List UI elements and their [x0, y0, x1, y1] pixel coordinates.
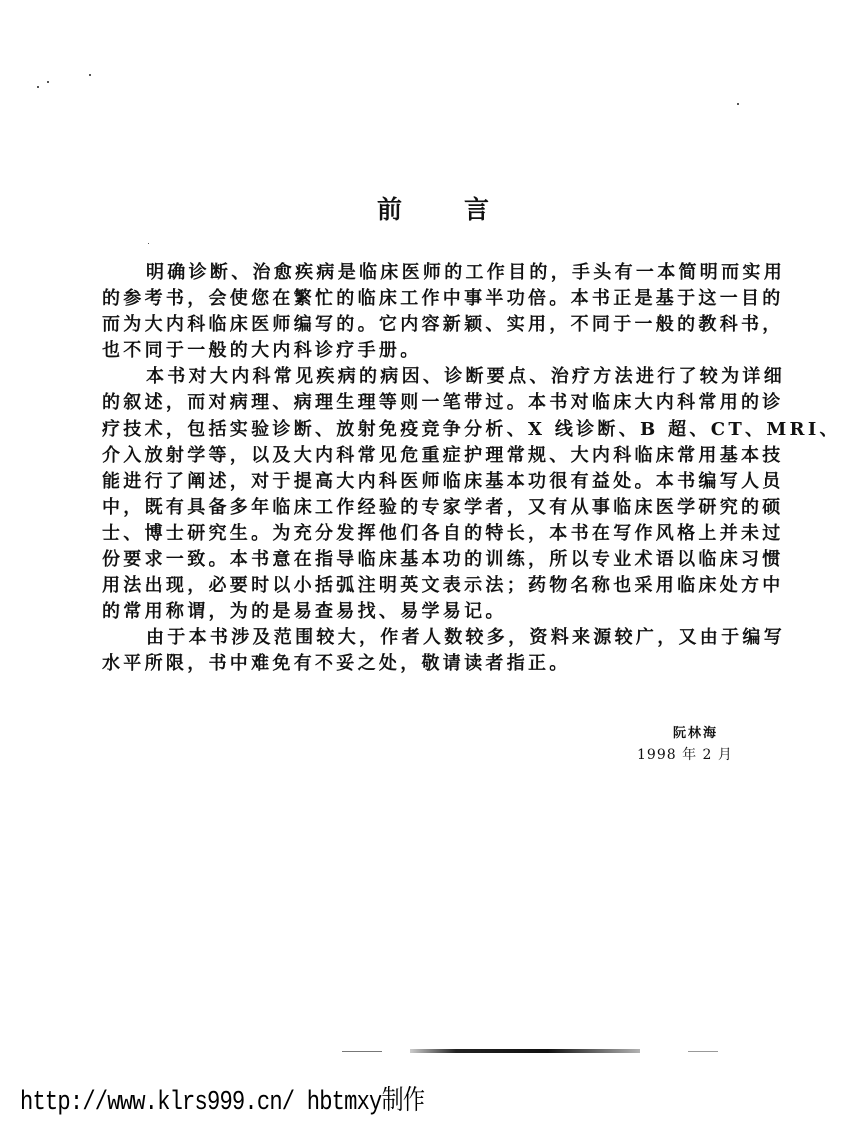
text-line: 的叙述，而对病理、病理生理等则一笔带过。本书对临床大内科常用的诊 [102, 392, 784, 414]
paragraph-3 [102, 625, 785, 677]
paragraph-2 [102, 364, 841, 625]
signature-author: 阮林海 [673, 726, 719, 741]
scan-speck [89, 74, 91, 76]
text-line: 明确诊断、治愈疾病是临床医师的工作目的，手头有一本简明而实用 [146, 262, 785, 283]
text-line: 能进行了阐述，对于提高大内科医师临床基本功很有益处。本书编写人员 [102, 470, 784, 492]
scan-speck [37, 86, 39, 88]
signature-date: 1998 年 2 月 [637, 747, 733, 763]
text-line: 的参考书，会使您在繁忙的临床工作中事半功倍。本书正是基于这一目的 [102, 288, 784, 310]
paragraph-1 [102, 260, 785, 364]
scan-artifact [688, 1051, 718, 1052]
text-line: 介入放射学等，以及大内科常见危重症护理常规、大内科临床常用基本技 [102, 444, 784, 466]
text-line: 用法出现，必要时以小括弧注明英文表示法；药物名称也采用临床处方中 [102, 575, 784, 597]
title-char-1: 前 [376, 195, 402, 224]
scan-artifact [342, 1051, 382, 1052]
scan-artifact [410, 1049, 640, 1053]
text-line: 份要求一致。本书意在指导临床基本功的训练，所以专业术语以临床习惯 [102, 549, 784, 571]
text-line: 由于本书涉及范围较大，作者人数较多，资料来源较广，又由于编写 [146, 627, 785, 649]
text-line: 士、博士研究生。为充分发挥他们各自的特长，本书在写作风格上并未过 [102, 522, 784, 544]
text-line: 也不同于一般的大内科诊疗手册。 [102, 340, 422, 362]
title-char-2: 言 [464, 195, 490, 224]
scan-speck [148, 243, 149, 244]
page-title [0, 190, 866, 226]
text-line: 而为大内科临床医师编写的。它内容新颖、实用，不同于一般的教科书， [102, 314, 784, 336]
scan-speck [47, 81, 49, 83]
text-line: 的常用称谓，为的是易查易找、易学易记。 [102, 601, 507, 623]
text-line: 水平所限，书中难免有不妥之处，敬请读者指正。 [102, 653, 571, 675]
watermark-text: http://www.klrs999.cn/ hbtmxy制作 [20, 1088, 425, 1118]
text-line: 中，既有具备多年临床工作经验的专家学者，又有从事临床医学研究的硕 [102, 496, 784, 518]
text-line: 疗技术，包括实验诊断、放射免疫竞争分析、X 线诊断、B 超、CT、MRI、 [102, 418, 841, 440]
preface-body [102, 260, 841, 678]
text-line: 本书对大内科常见疾病的病因、诊断要点、治疗方法进行了较为详细 [146, 366, 785, 388]
scan-speck [737, 103, 739, 105]
